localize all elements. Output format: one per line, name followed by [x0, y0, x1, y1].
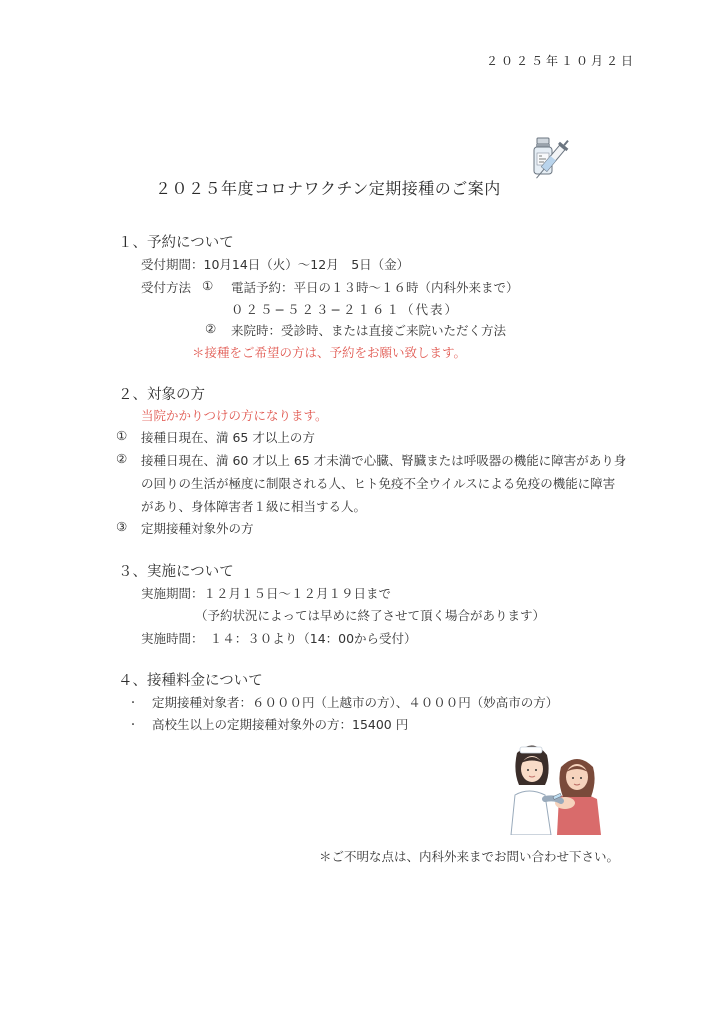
reservation-method2-visit: 来院時：受診時、または直接ご来院いただく方法 [231, 323, 507, 338]
reservation-period: 受付期間：10月14日（火）～12月 5日（金） [141, 257, 410, 272]
reservation-method-label: 受付方法 [141, 280, 192, 295]
implementation-period: 実施期間：１２月１５日～１２月１９日まで [141, 586, 392, 601]
reservation-note: ＊接種をご希望の方は、予約をお願い致します。 [192, 345, 467, 360]
document-date: ２０２５年１０月２日 [486, 54, 637, 68]
fee-bullet-1: ・ [128, 698, 138, 709]
reservation-method2-number: ② [205, 321, 217, 336]
nurse-vaccinating-patient-illustration [507, 739, 603, 835]
vaccine-vial-syringe-icon [528, 136, 588, 188]
section-heading-implementation: ３、実施について [118, 564, 234, 580]
target-note: 当院かかりつけの方になります。 [141, 408, 328, 423]
implementation-time: 実施時間： １４：３０より（14：00から受付） [141, 631, 417, 646]
page-title: ２０２５年度コロナワクチン定期接種のご案内 [155, 179, 501, 198]
target-item2-line1: 接種日現在、満 60 才以上 65 才未満で心臓、腎臓または呼吸器の機能に障害があり身 [141, 453, 627, 468]
section-heading-reservation: １、予約について [118, 235, 234, 251]
target-item2-line3: があり、身体障害者１級に相当する人。 [141, 499, 367, 514]
section-heading-fee: ４、接種料金について [118, 673, 263, 689]
footer-inquiry-note: ＊ご不明な点は、内科外来までお問い合わせ下さい。 [319, 849, 620, 864]
target-item1: 接種日現在、満 65 才以上の方 [141, 430, 315, 445]
phone-number: ０２５−５２３−２１６１（代表） [231, 302, 459, 317]
implementation-period-note: （予約状況によっては早めに終了させて頂く場合があります） [195, 608, 546, 623]
target-item3-number: ③ [116, 519, 128, 534]
target-item2-line2: の回りの生活が極度に制限される人、ヒト免疫不全ウイルスによる免疫の機能に障害 [141, 476, 616, 491]
reservation-method1-phone-booking: 電話予約：平日の１３時～１６時（内科外来まで） [231, 280, 519, 295]
target-item1-number: ① [116, 428, 128, 443]
fee-item1: 定期接種対象者：６０００円（上越市の方）、４０００円（妙高市の方） [152, 695, 559, 710]
fee-bullet-2: ・ [128, 720, 138, 731]
reservation-method1-number: ① [202, 278, 214, 293]
target-item3: 定期接種対象外の方 [141, 521, 254, 536]
target-item2-number: ② [116, 451, 128, 466]
fee-item2: 高校生以上の定期接種対象外の方：15400 円 [152, 717, 409, 732]
section-heading-target: ２、対象の方 [118, 387, 205, 403]
